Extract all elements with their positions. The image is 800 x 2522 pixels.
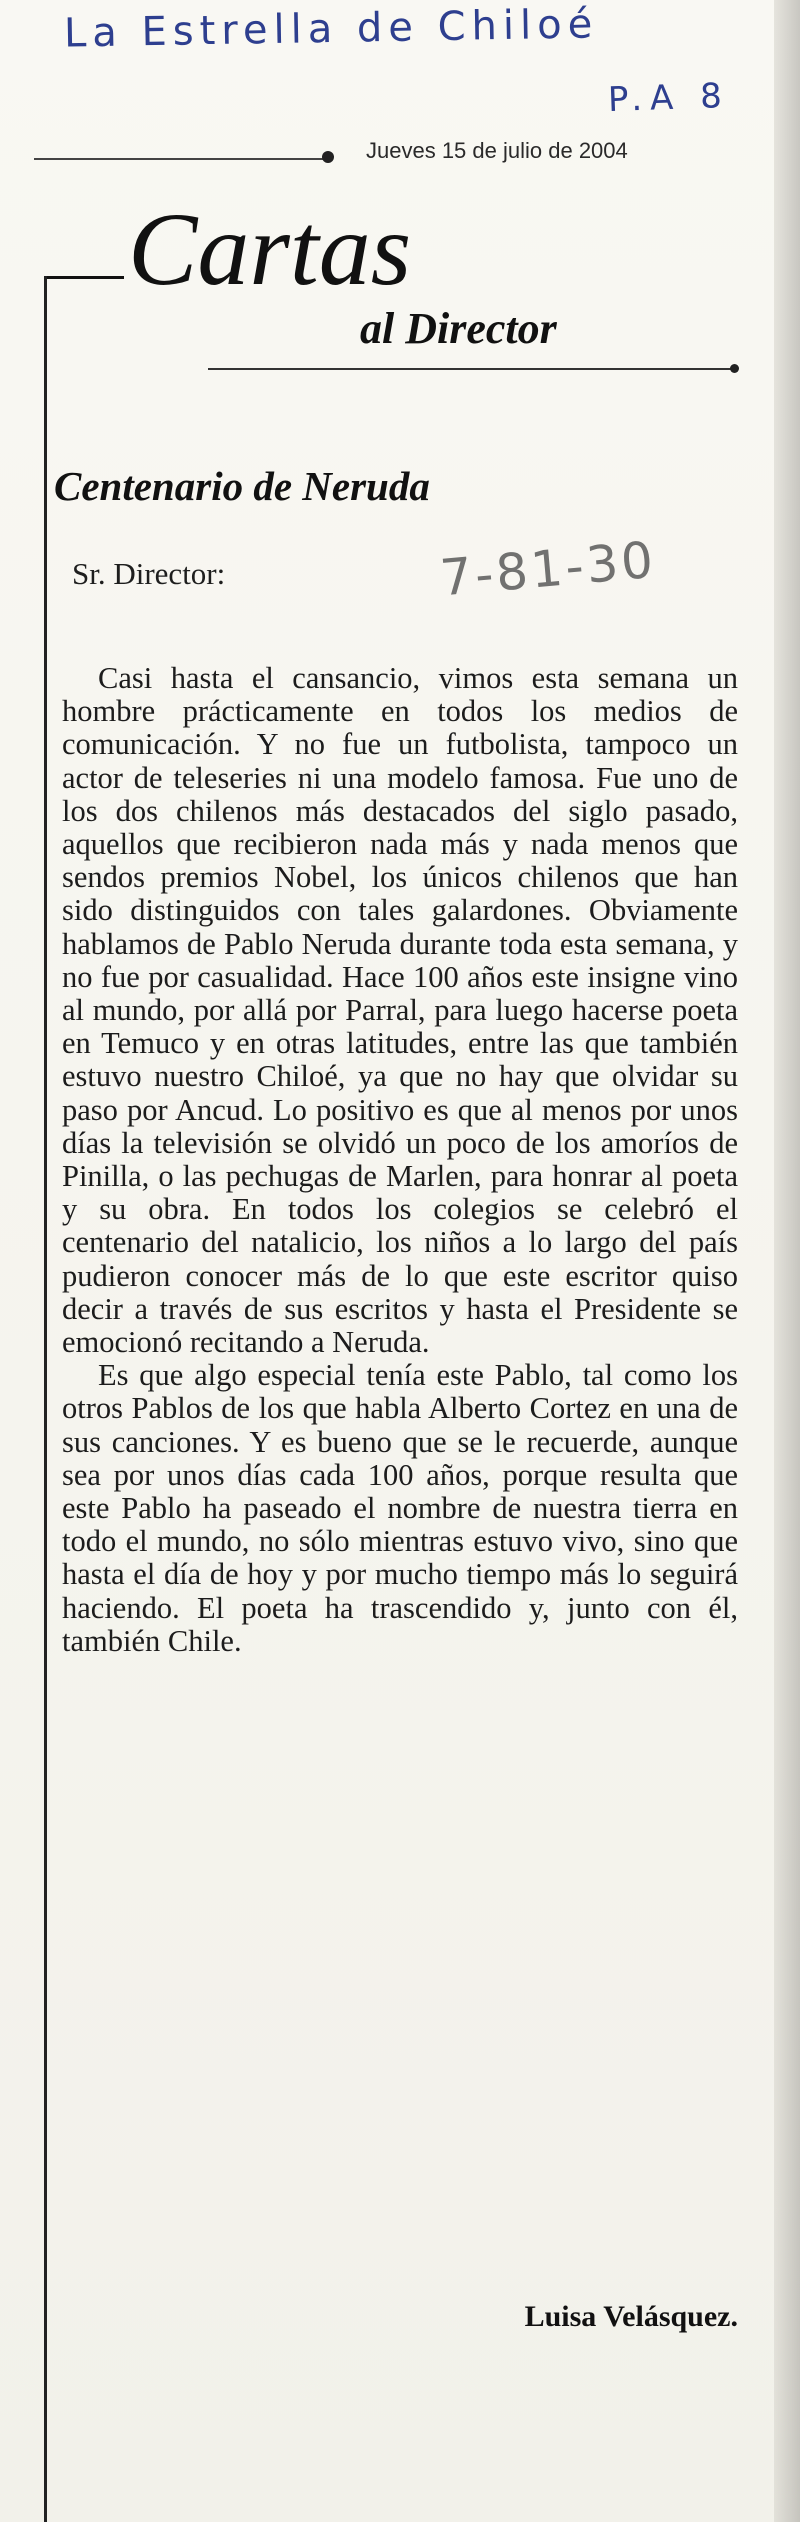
publication-date: Jueves 15 de julio de 2004 <box>366 138 628 163</box>
letter-salutation: Sr. Director: <box>72 556 226 591</box>
section-title-rule <box>208 368 734 370</box>
letter-body <box>62 662 738 1658</box>
date-rule <box>34 158 326 160</box>
section-frame-top <box>44 276 124 279</box>
section-frame-left <box>44 276 47 2522</box>
letter-paragraph-1: Casi hasta el cansancio, vimos esta semana un hombre prácticamente en todos los medios de comunicación. Y no fue un futbolista, tampoco un actor de teleseries ni una modelo famosa. Fue uno de los dos chilenos más destacados del siglo pasado, aquellos que recibieron nada más y nada menos que sendos premios Nobel, los únicos chilenos que han sido distinguidos con tales galardones. Obviamente hablamos de Pablo Neruda durante toda esta semana, y no fue por casualidad. Hace 100 años este insigne vino al mundo, por allá por Parral, para luego hacerse poeta en Temuco y en otras latitudes, entre las que también estuvo nuestro Chiloé, ya que no hay que olvidar su paso por Ancud. Lo positivo es que al menos por unos días la televisión se olvidó un poco de los amoríos de Pinilla, o las pechugas de Marlen, para honrar al poeta y su obra. En todos los colegios se celebró el centenario del natalicio, los niños a lo largo del país pudieron conocer más de lo que este escritor quiso decir a través de sus escritos y hasta el Presidente se emocionó recitando a Neruda. <box>62 661 738 1360</box>
section-title-cartas: Cartas <box>128 192 412 307</box>
letter-headline: Centenario de Neruda <box>54 463 430 509</box>
section-title-bullet <box>730 364 739 373</box>
handwritten-page-note: P.A 8 <box>607 75 731 121</box>
handwritten-archive-number: 7-81-30 <box>437 530 659 608</box>
handwritten-source-note: La Estrella de Chiloé <box>63 1 599 57</box>
section-title-director: al Director <box>360 304 557 353</box>
date-bullet <box>322 151 334 163</box>
letter-signature: Luisa Velásquez. <box>524 2300 738 2333</box>
letter-paragraph-2: Es que algo especial tenía este Pablo, tal como los otros Pablos de los que habla Alberto Cortez en una de sus canciones. Y es bueno que se le recuerde, aunque sea por unos días cada 100 años, porque resulta que este Pablo ha paseado el nombre de nuestra tierra en todo el mundo, no sólo mientras estuvo vivo, sino que hasta el día de hoy y por mucho tiempo más lo seguirá haciendo. El poeta ha trascendido y, junto con él, también Chile. <box>62 1358 738 1658</box>
paper-edge <box>774 0 800 2522</box>
